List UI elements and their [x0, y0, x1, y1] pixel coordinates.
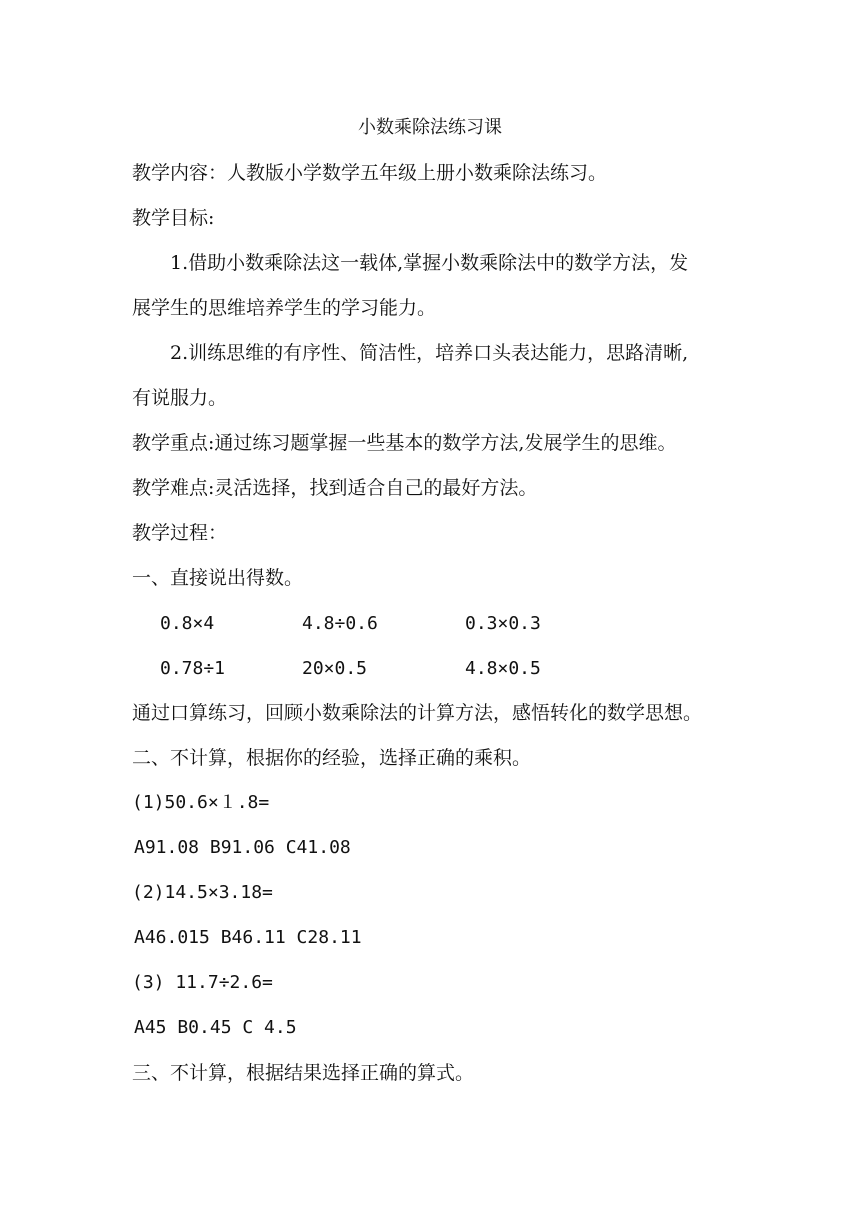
objective-1-line-1: 1.借助小数乘除法这一载体,掌握小数乘除法中的数学方法，发 [170, 252, 689, 274]
oral-calc-item: 0.8×4 [160, 613, 215, 634]
process-heading: 教学过程： [132, 522, 228, 544]
teaching-content: 教学内容：人教版小学数学五年级上册小数乘除法练习。 [132, 162, 608, 184]
section-3-heading: 三、不计算，根据结果选择正确的算式。 [132, 1062, 475, 1084]
section-1-note: 通过口算练习，回顾小数乘除法的计算方法，感悟转化的数学思想。 [132, 702, 703, 724]
key-point: 教学重点:通过练习题掌握一些基本的数学方法,发展学生的思维。 [132, 432, 677, 454]
objective-2-line-2: 有说服力。 [132, 387, 228, 409]
objectives-heading: 教学目标: [132, 207, 215, 229]
oral-calc-item: 20×0.5 [302, 658, 368, 679]
oral-calc-item: 0.78÷1 [160, 658, 226, 679]
section-1-heading: 一、直接说出得数。 [132, 567, 304, 589]
oral-calc-item: 4.8÷0.6 [302, 613, 378, 634]
question-1: (1)50.6×１.8= [132, 792, 270, 813]
question-3-options: A45 B0.45 C 4.5 [134, 1017, 297, 1038]
question-1-options: A91.08 B91.06 C41.08 [134, 837, 351, 858]
objective-1-line-2: 展学生的思维培养学生的学习能力。 [132, 297, 437, 319]
question-3: (3) 11.7÷2.6= [132, 972, 273, 993]
oral-calc-item: 0.3×0.3 [465, 613, 541, 634]
objective-2-line-1: 2.训练思维的有序性、简洁性，培养口头表达能力，思路清晰, [170, 342, 689, 364]
section-2-heading: 二、不计算，根据你的经验，选择正确的乘积。 [132, 747, 532, 769]
document-title: 小数乘除法练习课 [358, 117, 502, 138]
question-2: (2)14.5×3.18= [132, 882, 273, 903]
question-2-options: A46.015 B46.11 C28.11 [134, 927, 362, 948]
difficulty: 教学难点:灵活选择，找到适合自己的最好方法。 [132, 477, 538, 499]
oral-calc-item: 4.8×0.5 [465, 658, 541, 679]
